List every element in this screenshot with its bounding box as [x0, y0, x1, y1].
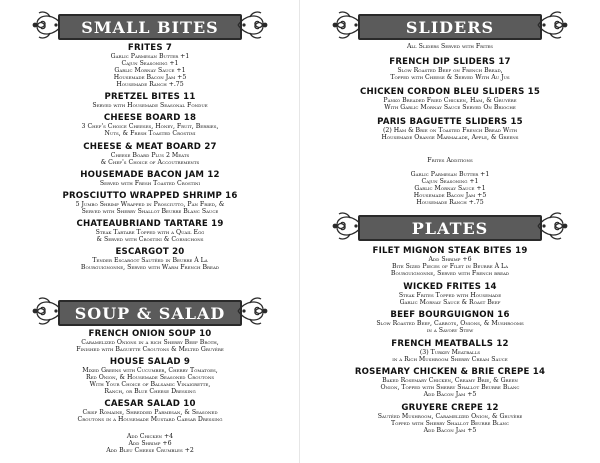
menu-item-description: Served with Sherry Shallot Beurre Blanc Sauce	[81, 207, 219, 215]
menu-item-description: Sautéed Mushroom, Caramelized Onion, & Gruyère	[377, 412, 523, 420]
menu-item-description: Caramelized Onions in a rich Sherry Beef Broth,	[81, 339, 219, 346]
menu-item-name: CHICKEN CORDON BLEU SLIDERS 15	[359, 87, 541, 97]
sliders-banner	[358, 10, 542, 40]
menu-item-description: Croutons in a Housemade Mustard Caesar Dressing	[77, 416, 223, 424]
plates-heading: PLATES	[411, 218, 489, 238]
menu-item	[300, 246, 600, 277]
menu-item-name: ESCARGOT 20	[115, 247, 185, 258]
menu-item-description: Red Onion, & Housemade Seasoned Croutons	[85, 374, 215, 382]
soup-salad-banner	[58, 296, 242, 326]
menu-item-description: Topped with Sherry Shallot Beurre Blanc	[390, 419, 510, 427]
menu-item-description: Crisp Romaine, Shredded Parmesan, & Seasoned	[82, 409, 218, 417]
menu-item-description: Served with Fresh Toasted Crostini	[99, 179, 201, 187]
menu-item	[300, 57, 600, 81]
menu-item-name: FILET MIGNON STEAK BITES 19	[372, 246, 528, 256]
salad-addons-line: Add Chicken +4	[126, 433, 174, 440]
menu-item	[0, 43, 300, 88]
menu-section	[0, 329, 300, 428]
menu-item-description: Onion, Topped with Sherry Shallot Beurre Blanc	[380, 384, 520, 391]
menu-item-description: Housemade Orange Marmalade, Apple, & Greens	[381, 134, 519, 141]
menu-item-description: With Your Choice of Balsamic Vinaigrette,	[89, 381, 211, 389]
salad-addons-line: Add Shrimp +6	[128, 440, 172, 447]
menu-item-name: WICKED FRITES 14	[403, 281, 497, 292]
menu-item	[300, 310, 600, 334]
menu-section	[300, 246, 600, 438]
menu-item-description: Steak Frites Topped with Housemade	[398, 291, 502, 299]
menu-item-description: (3) Turkey Meatballs	[419, 348, 481, 356]
flourish-right-icon	[536, 10, 570, 40]
right-column	[300, 0, 600, 463]
small-bites-banner-bar	[58, 14, 242, 40]
salad-addons-line: Add Bleu Cheese Crumbles +2	[106, 447, 194, 454]
menu-item-name: FRENCH DIP SLIDERS 17	[389, 57, 511, 67]
menu-item-name: FRENCH MEATBALLS 12	[391, 338, 509, 349]
menu-item-description: Housemade Ranch +.75	[116, 81, 184, 88]
soup-salad-heading: SOUP & SALAD	[74, 303, 226, 323]
menu-item	[300, 117, 600, 141]
menu-item-description: Garlic Mornay Sauce +1	[114, 67, 186, 74]
menu-item-name: FRITES 7	[127, 43, 173, 53]
menu-section	[0, 43, 300, 276]
menu-item-name: CHEESE BOARD 18	[103, 113, 197, 124]
menu-item-description: in a Rich Mushroom Sherry Cream Sauce	[392, 355, 508, 363]
menu-item-name: GRUYERE CREPE 12	[401, 402, 499, 413]
menu-item-description: Baked Rosemary Chicken, Creamy Brie, & Green	[382, 377, 518, 384]
menu-item-description: Add Bacon Jam +5	[423, 426, 477, 434]
frites-additions-line: Housemade Bacon Jam +5	[413, 192, 487, 199]
menu-item-description: Bourguignonne, Served with Warm French Bread	[80, 264, 220, 272]
menu-item-description: Steak Tartare Topped with a Quail Egg	[95, 229, 205, 237]
menu-item-description: 5 Jumbo Shrimp Wrapped in Prosciutto, Pan Fried, &	[75, 200, 225, 208]
menu-item-description: Cheese Board Plus 2 Meats	[110, 151, 190, 159]
soup-salad-banner-bar	[58, 300, 242, 326]
menu-item-name: CHEESE & MEAT BOARD 27	[83, 141, 217, 152]
menu-item-description: Nuts, & Fresh Toasted Crostini	[104, 130, 196, 138]
menu-item-description: (2) Ham & Brie on Toasted French Bread With	[383, 127, 517, 134]
menu-item	[0, 191, 300, 215]
menu-item-description: Panko Breaded Fried Chicken, Ham, & Gruyère	[383, 97, 517, 104]
menu-item-name: CHATEAUBRIAND TARTARE 19	[76, 219, 224, 230]
menu-item	[0, 142, 300, 166]
frites-additions-title: Frites Additions	[427, 157, 473, 164]
menu-item-description: Slow Roasted Beef, Carrots, Onions, & Mushrooms	[376, 320, 524, 327]
salad-addons	[0, 433, 300, 454]
menu-item-description: Bourguignonne, Served with French bread	[390, 270, 510, 277]
menu-item-description: Tender Escargot Sautéed in Beurre À La	[92, 257, 208, 265]
menu-item-description: Garlic Mornay Sauce & Roast Beef	[399, 298, 501, 306]
menu-item	[0, 113, 300, 137]
menu-section	[300, 57, 600, 147]
menu-item-description: in a Savory Stew	[426, 327, 474, 334]
menu-item-description: Ranch, or Blue Cheese Dressing	[104, 388, 196, 396]
menu-item-description: & Chef's Choice of Accoutrements	[100, 158, 200, 166]
menu-item-description: Housemade Bacon Jam +5	[113, 74, 187, 81]
menu-item-name: PROSCIUTTO WRAPPED SHRIMP 16	[62, 190, 238, 201]
menu-item-name: HOUSE SALAD 9	[109, 357, 191, 368]
menu-item-name: HOUSEMADE BACON JAM 12	[80, 169, 220, 180]
plates-banner	[358, 211, 542, 241]
menu-item	[0, 170, 300, 187]
menu-item-description: Slow Roasted Beef on French Bread,	[397, 67, 503, 74]
menu-item-description: Bite Sized Pieces of Filet in Beurre À La	[391, 263, 509, 270]
frites-additions	[300, 171, 600, 206]
sliders-subtitle: All Sliders Served with Frites	[406, 43, 494, 50]
menu-item-name: PRETZEL BITES 11	[104, 92, 196, 103]
menu-item-description: Add Bacon Jam +5	[423, 391, 477, 398]
menu-item	[0, 357, 300, 395]
menu-item-description: Mixed Greens with Cucumber, Cherry Tomatoes,	[82, 367, 218, 375]
sliders-heading: SLIDERS	[405, 17, 495, 37]
plates-banner-bar	[358, 215, 542, 241]
menu-item-name: PARIS BAGUETTE SLIDERS 15	[377, 117, 523, 127]
menu-item	[0, 219, 300, 243]
menu-item	[0, 92, 300, 109]
small-bites-banner	[58, 10, 242, 40]
frites-additions-line: Garlic Mornay Sauce +1	[414, 185, 486, 192]
menu-item-name: FRENCH ONION SOUP 10	[88, 329, 212, 339]
menu-item	[0, 399, 300, 423]
menu-item-description: Served with Housemade Seasonal Fondue	[92, 102, 208, 110]
menu-item-description: 3 Chef's Choice Cheeses, Honey, Fruit, Berries,	[81, 123, 219, 131]
menu-item-name: ROSEMARY CHICKEN & BRIE CREPE 14	[354, 367, 546, 377]
menu-item	[300, 339, 600, 363]
frites-additions-line: Cajun Seasoning +1	[421, 178, 479, 185]
menu-item-name: BEEF BOURGUIGNON 16	[390, 310, 510, 320]
menu-item-description: Add Shrimp +6	[428, 256, 472, 263]
flourish-right-icon	[536, 211, 570, 241]
sliders-banner-bar	[358, 14, 542, 40]
frites-additions-line: Housemade Ranch +.75	[416, 199, 484, 206]
small-bites-heading: SMALL BITES	[81, 17, 219, 37]
menu-item-name: CAESAR SALAD 10	[104, 399, 196, 410]
menu-item	[300, 282, 600, 306]
menu-item-description: With Garlic Mornay Sauce Served On Brioche	[384, 104, 516, 111]
flourish-right-icon	[236, 10, 270, 40]
menu-item-description: & Served with Crostini & Cornichons	[96, 236, 204, 244]
frites-additions-line: Garlic Parmesan Butter +1	[410, 171, 490, 178]
menu-item-description: Topped with Cheese & Served With Au Jus	[390, 74, 510, 81]
menu-item-description: Cajun Seasoning +1	[121, 60, 179, 67]
menu-item	[0, 329, 300, 353]
menu-item	[300, 367, 600, 398]
menu-item	[300, 87, 600, 111]
flourish-right-icon	[236, 296, 270, 326]
menu-item	[0, 247, 300, 271]
menu-item	[300, 403, 600, 434]
menu-item-description: Garlic Parmesan Butter +1	[110, 53, 190, 60]
menu-item-description: Finished with Baguette Croutons & Melted Gruyère	[76, 346, 224, 353]
